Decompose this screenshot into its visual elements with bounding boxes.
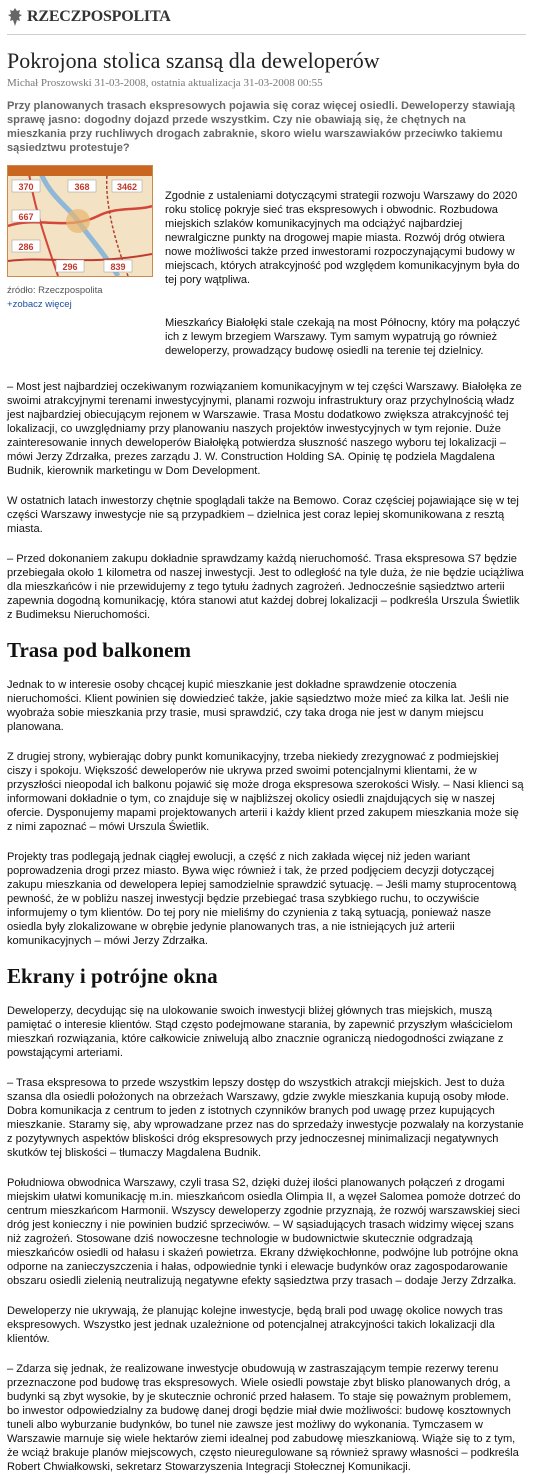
article-byline: Michał Proszowski 31-03-2008, ostatnia aktualizacja 31-03-2008 00:55 xyxy=(7,77,323,89)
map-label: 296 xyxy=(62,262,78,272)
paragraph: – Przed dokonaniem zakupu dokładnie sprawdzamy każdą nieruchomość. Trasa ekspresowa S7 będzie przebiegała około 1 kilometra od naszej inwestycji. Jest to odległość na tyle duża, że nie będzie uciążliwa dla mieszkańców i nie przewidujemy z tego tytułu żadnych zagrożeń. Jednocześnie sąsiedztwo arterii zapewnia dogodną komunikację, która stanowi atut każdej dobrej lokalizacji – podkreśla Urszula Świetlik z Budimeksu Nieruchomości. xyxy=(7,553,524,621)
see-more-link[interactable] xyxy=(7,299,157,310)
map-label: 286 xyxy=(18,242,34,252)
map-label: 368 xyxy=(74,182,90,192)
section-heading: Trasa pod balkonem xyxy=(7,638,191,662)
article-title: Pokrojona stolica szansą dla deweloperów xyxy=(7,48,380,73)
map-label: 667 xyxy=(18,212,34,222)
paragraph: – Most jest najbardziej oczekiwanym rozwiązaniem komunikacyjnym w tej części Warszawy. Białołęka ze swoimi atrakcyjnymi terenami inwestycyjnymi, planami rozwoju infrastruktury oraz przychylnością władz jest najbardziej obiecującym rejonem w Warszawie. Trasa Mostu dodatkowo zwiększa atrakcyjność tej lokalizacji, co uwzględniamy przy planowaniu naszych projektów inwestycyjnych w tym rejonie. Duże zainteresowanie innych deweloperów Białołęką potwierdza słuszność naszego wyboru tej lokalizacji – mówi Jerzy Zdrzałka, prezes zarządu J. W. Construction Holding SA. Opinię tę podziela Magdalena Budnik, kierownik marketingu w Dom Development. xyxy=(7,381,522,477)
paragraph: – Trasa ekspresowa to przede wszystkim lepszy dostęp do wszystkich atrakcji miejskich. Jest to duża szansa dla osiedli położonych na obrzeżach Warszawy, gdzie zwykle mieszkania kupują osoby młode. Dobra komunikacja z centrum to jeden z istotnych czynników branych pod uwagę przez kupujących mieszkanie. Staramy się, aby wprowadzane przez nas do sprzedaży inwestycje pozwalały na korzystanie z pozytywnych aspektów bliskości dróg ekspresowych przy jednoczesnej minimalizacji negatywnych skutków tej bliskości – tłumaczy Magdalena Budnik. xyxy=(7,1077,524,1159)
map-image[interactable] xyxy=(7,165,153,277)
paragraph: Południowa obwodnica Warszawy, czyli trasa S2, dzięki dużej ilości planowanych połączeń z drogami miejskim ułatwi komunikację m.in. mieszkańcom osiedla Olimpia II, a węzeł Salomea pomoże dotrzeć do centrum mieszkańcom Harmonii. Wszyscy deweloperzy zgodnie przyznają, że rozwój warszawskiej sieci dróg jest konieczny i nie powinien budzić sprzeciwów. – W sąsiadujących trasach widzimy więcej szans niż zagrożeń. Stosowane dziś nowoczesne technologie w budownictwie skutecznie odgradzają mieszkańców osiedli od hałasu i skażeń powietrza. Ekrany dźwiękochłonne, podwójne lub potrójne okna odporne na zanieczyszczenia i hałas, odpowiednie tynki i elewacje budynków oraz zagospodarowanie obszaru osiedli zielenią neutralizują negatywne efekty sąsiedztwa przy trasach – dodaje Jerzy Zdrzałka. xyxy=(7,1177,521,1287)
intro-paragraph: Zgodnie z ustaleniami dotyczącymi strategii rozwoju Warszawy do 2020 roku stolicę pokryje sieć tras ekspresowych i obwodnic. Rozbudowa miejskich szlaków komunikacyjnych ma odciążyć najbardziej newralgiczne punkty na drogowej mapie miasta. Rozwój dróg otwiera nowe możliwości także przed inwestorami rozpoczynającymi budowy w miejscach, których atrakcyjność pod względem komunikacyjnym była do tej pory wątpliwa. xyxy=(165,190,520,286)
paragraph: Deweloperzy nie ukrywają, że planując kolejne inwestycje, będą brali pod uwagę okolice nowych tras ekspresowych. Wszystko jest jednak uzależnione od potencjalnej atrakcyjności takich lokalizacji dla klientów. xyxy=(7,1305,503,1345)
paragraph: Mieszkańcy Białołęki stale czekają na most Północny, który ma połączyć ich z lewym brzegiem Warszawy. Tym samym wypatrują go również deweloperzy, prowadzący budowę osiedli na terenie tej dzielnicy. xyxy=(165,317,520,357)
map-label: 839 xyxy=(110,262,126,272)
paragraph: Z drugiej strony, wybierając dobry punkt komunikacyjny, trzeba niekiedy zrezygnować z podmiejskiej ciszy i spokoju. Większość deweloperów nie ukrywa przed swoimi potencjalnymi klientami, że w przyszłości nieopodal ich balkonu pojawić się może droga ekspresowa szerokości Wisły. – Nasi klienci są informowani dokładnie o tym, co znajduje się w najbliższej okolicy osiedli znajdujących się w naszej ofercie. Dysponujemy mapami projektowanych arterii i każdy klient przed zakupem mieszkania może się z nimi zapoznać – mówi Urszula Świetlik. xyxy=(7,751,524,833)
article-lead: Przy planowanych trasach ekspresowych pojawia się coraz więcej osiedli. Deweloperzy stawiają sprawę jasno: dogodny dojazd przede wszystkim. Czy nie obawiają się, że chętnych na mieszkania przy ruchliwych drogach zabraknie, skoro wielu warszawiaków przeciwko takiemu sąsiedztwu protestuje? xyxy=(7,100,516,154)
paragraph: W ostatnich latach inwestorzy chętnie spoglądali także na Bemowo. Coraz częściej pojawiające się w tej części Warszawy inwestycje nie są przypadkiem – dzielnica jest coraz lepiej skomunikowana z resztą miasta. xyxy=(7,495,519,535)
brand-logo[interactable]: RZECZPOSPOLITA xyxy=(27,8,171,25)
eagle-logo-icon xyxy=(7,7,23,27)
paragraph: Deweloperzy, decydując się na ulokowanie swoich inwestycji bliżej głównych tras miejskich, muszą pamiętać o interesie klientów. Stąd często podejmowane starania, by zapewnić przyszłym właścicielom mieszkań rozwiązania, które całkowicie zniwelują albo znacznie ograniczą niedogodności związane z powstającymi arteriami. xyxy=(7,1005,513,1059)
map-label: 370 xyxy=(18,182,34,192)
paragraph: Jednak to w interesie osoby chcącej kupić mieszkanie jest dokładne sprawdzenie otoczenia nieruchomości. Klient powinien się dowiedzieć także, jakie sąsiedztwo może mieć za kilka lat. Jeśli nie wyobraża sobie mieszkania przy trasie, musi sprawdzić, czy taka droga nie jest w danym miejscu planowana. xyxy=(7,679,509,733)
paragraph: Projekty tras podlegają jednak ciągłej ewolucji, a część z nich zakłada więcej niż jeden wariant poprowadzenia drogi przez miasto. Bywa więc również i tak, że przed podjęciem decyzji dotyczącej zakupu mieszkania od dewelopera lepiej samodzielnie sprawdzić sytuację. – Jeśli mamy stuprocentową pewność, że w pobliżu naszej inwestycji będzie przebiegać trasa szybkiego ruchu, to oczywiście informujemy o tym klientów. Do tej pory nie mieliśmy do czynienia z taką sytuacją, ponieważ nasze osiedla były zlokalizowane w obrębie jedynie planowanych tras, a nie istniejących już arterii komunikacyjnych – mówi Jerzy Zdrzałka. xyxy=(7,851,517,947)
masthead xyxy=(7,0,526,35)
map-graphic xyxy=(8,166,152,276)
see-more-label: zobacz więcej xyxy=(12,299,72,310)
section-heading: Ekrany i potrójne okna xyxy=(7,964,218,988)
intro-block xyxy=(7,165,526,310)
plus-icon: + xyxy=(7,299,13,310)
paragraph: – Zdarza się jednak, że realizowane inwestycje obudowują w zastraszającym tempie rezerwy terenu przeznaczone pod budowę tras ekspresowych. Wiele osiedli powstaje zbyt blisko planowanych dróg, a budynki są zbyt wysokie, by je skutecznie ochronić przed hałasem. To staje się poważnym problemem, bo inwestor odpowiedzialny za budowę danej drogi będzie miał dwie możliwości: budowę kosztownych tuneli albo wyburzanie budynków, bo tunel nie zawsze jest możliwy do wykonania. Tymczasem w Warszawie marnuje się wiele hektarów ziemi idealnej pod zabudowę mieszkaniową. Wiąże się to z tym, że wciąż brakuje planów miejscowych, często nieuregulowane są również sprawy własności – podkreśla Robert Chwiałkowski, sekretarz Stowarzyszenia Integracji Stołecznej Komunikacji. xyxy=(7,1363,519,1473)
map-figure xyxy=(7,165,157,310)
map-label: 3462 xyxy=(116,182,138,192)
figure-caption: źródło: Rzeczpospolita xyxy=(7,285,103,296)
